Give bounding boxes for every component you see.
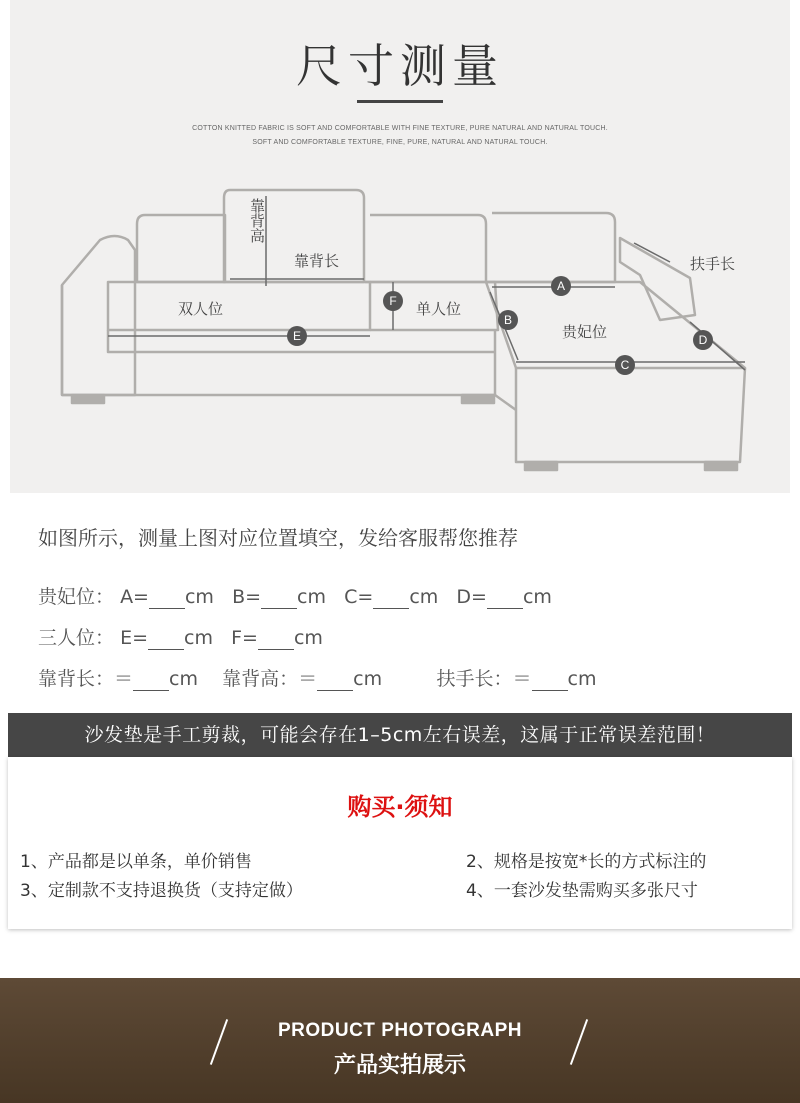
footer-title-cn: 产品实拍展示 — [333, 1053, 466, 1078]
field-a-label: A= — [120, 586, 149, 608]
unit: cm — [169, 668, 198, 690]
main-seat — [108, 282, 370, 330]
footer-title-en: PRODUCT PHOTOGRAPH — [277, 1020, 523, 1041]
chaise-seat — [486, 282, 745, 368]
field-d[interactable] — [487, 586, 523, 609]
back-length-label: 靠背长：＝ — [38, 668, 134, 690]
tolerance-banner: 沙发垫是手工剪裁，可能会存在1–5cm左右误差，这属于正常误差范围！ — [8, 713, 792, 757]
row-label: 贵妃位： — [38, 586, 115, 608]
label-single-seat: 单人位 — [416, 300, 462, 318]
chaise-measure-row — [38, 582, 552, 609]
right-armrest — [620, 238, 695, 320]
notice-title: 购买·须知 — [347, 793, 453, 821]
sofa-base — [62, 330, 495, 395]
field-back-length[interactable] — [133, 668, 169, 691]
notice-item-3: 3、定制款不支持退换货（支持定做） — [20, 881, 303, 901]
page-title: 尺寸测量 — [296, 39, 504, 93]
label-double-seat: 双人位 — [178, 300, 224, 318]
marker-d: D — [698, 333, 708, 347]
title-underline — [357, 100, 443, 103]
label-chaise: 贵妃位 — [562, 323, 608, 341]
field-back-height[interactable] — [317, 668, 353, 691]
subtitle-line-2: SOFT AND COMFORTABLE TEXTURE, FINE, PURE, NATURAL AND NATURAL TOUCH. — [252, 139, 548, 146]
instruction-intro: 如图所示，测量上图对应位置填空，发给客服帮您推荐 — [38, 526, 518, 550]
chaise-back — [486, 213, 615, 282]
left-armrest — [62, 236, 135, 395]
unit: cm — [184, 586, 214, 608]
unit: cm — [297, 586, 327, 608]
unit: cm — [522, 586, 552, 608]
subtitle-line-1: COTTON KNITTED FABRIC IS SOFT AND COMFORTABLE WITH FINE TEXTURE, PURE NATURAL AND NATURAL TOUCH. — [192, 125, 608, 132]
field-armrest-length[interactable] — [532, 668, 568, 691]
field-e-label: E= — [120, 627, 148, 649]
field-a[interactable] — [149, 586, 185, 609]
notice-box — [8, 757, 792, 929]
unit: cm — [293, 627, 323, 649]
unit: cm — [353, 668, 383, 690]
notice-item-4: 4、一套沙发垫需购买多张尺寸 — [466, 881, 698, 901]
marker-e: E — [292, 329, 302, 343]
label-back-height: 靠背高 — [248, 198, 266, 243]
three-seat-measure-row — [38, 623, 323, 650]
label-back-length: 靠背长 — [294, 252, 340, 270]
sofa-diagram — [0, 170, 800, 480]
unit: cm — [184, 627, 213, 649]
field-f-label: F= — [231, 627, 258, 649]
back-cushion-left — [137, 215, 225, 282]
field-e[interactable] — [148, 627, 184, 650]
field-c[interactable] — [373, 586, 409, 609]
marker-c: C — [620, 358, 630, 372]
field-f[interactable] — [258, 627, 294, 650]
field-b-label: B= — [232, 586, 262, 608]
field-c-label: C= — [344, 586, 374, 608]
field-d-label: D= — [456, 586, 487, 608]
notice-item-1: 1、产品都是以单条，单价销售 — [20, 852, 252, 872]
back-cushion-single — [365, 215, 486, 282]
field-b[interactable] — [261, 586, 297, 609]
unit: cm — [409, 586, 439, 608]
marker-a: A — [556, 279, 566, 293]
marker-f: F — [389, 294, 397, 308]
back-measure-row — [38, 664, 596, 691]
unit: cm — [567, 668, 597, 690]
notice-item-2: 2、规格是按宽*长的方式标注的 — [466, 852, 707, 872]
label-armrest: 扶手长 — [690, 255, 736, 273]
armrest-length-label: 扶手长：＝ — [436, 668, 532, 690]
back-height-label: 靠背高：＝ — [222, 668, 318, 690]
marker-b: B — [503, 313, 513, 327]
row-label: 三人位： — [38, 627, 115, 649]
